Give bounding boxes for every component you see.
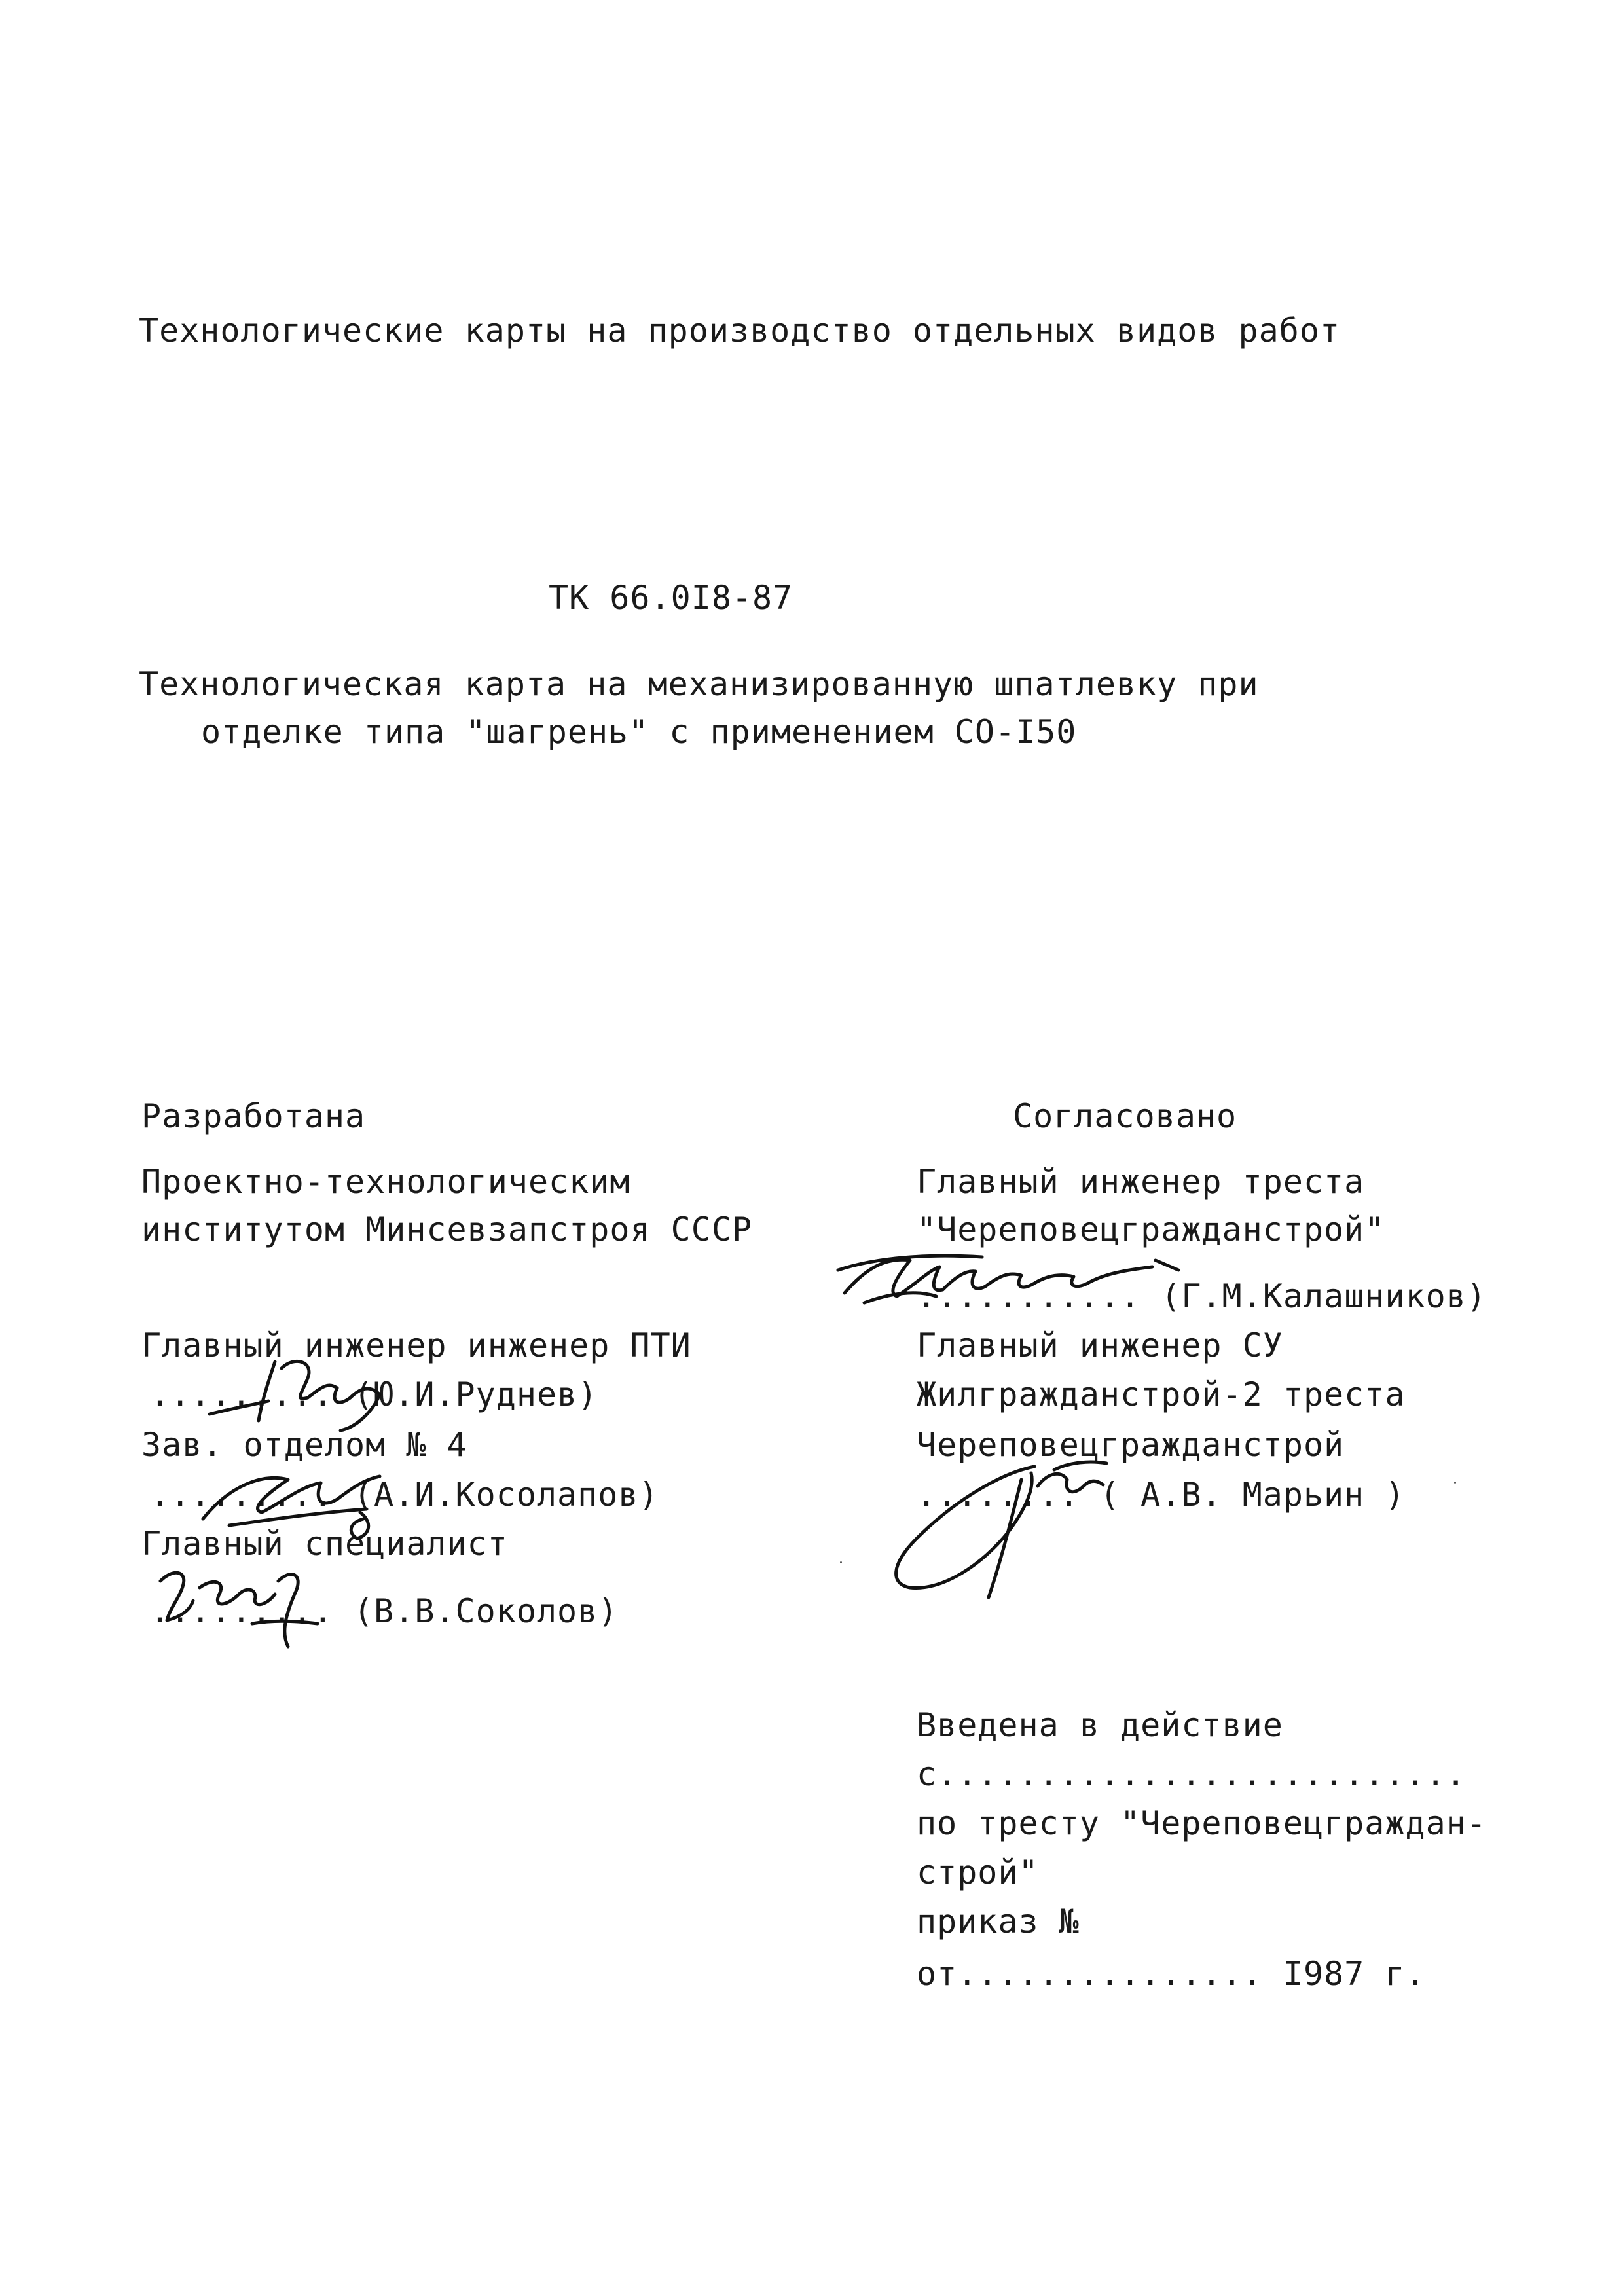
collection-title: Технологические карты на производство отдельных видов работ [139, 312, 1341, 350]
enacted-line-4: строй" [917, 1853, 1039, 1891]
specialist-sign-line: ......... (В.В.Соколов) [150, 1592, 619, 1630]
developed-heading: Разработана [141, 1097, 366, 1135]
enacted-line-1: Введена в действие [917, 1706, 1283, 1744]
dept-head-sign-line: ......... (А.И.Косолапов) [150, 1476, 659, 1514]
su-name-line-2: Череповецгражданстрой [917, 1426, 1345, 1464]
su-engineer-title: Главный инженер СУ [917, 1326, 1283, 1364]
enacted-line-5: приказ № [917, 1903, 1080, 1941]
chief-engineer-sign-line: ......... (Ю.И.Руднев) [150, 1376, 598, 1413]
dept-head-title: Зав. отделом № 4 [141, 1426, 467, 1464]
developer-org-line-2: институтом Минсевзапстроя СССР [141, 1211, 753, 1248]
developer-org-line-1: Проектно-технологическим [141, 1163, 630, 1201]
specialist-title: Главный специалист [141, 1525, 508, 1563]
document-title-line-1: Технологическая карта на механизированную шпатлевку при [139, 665, 1259, 703]
enacted-line-3: по тресту "Череповецграждан- [917, 1804, 1487, 1842]
su-engineer-sign-line: ........ ( А.В. Марьин ) [917, 1476, 1406, 1514]
trust-name: "Череповецгражданстрой" [917, 1211, 1385, 1248]
chief-engineer-title: Главный инженер инженер ПТИ [141, 1326, 691, 1364]
scan-speck [840, 1561, 842, 1563]
trust-engineer-sign-line: ........... (Г.М.Калашников) [917, 1277, 1487, 1315]
enacted-line-2: с.......................... [917, 1755, 1467, 1793]
document-code: ТК 66.0I8-87 [549, 579, 793, 617]
su-name-line-1: Жилгражданстрой-2 треста [917, 1376, 1406, 1413]
enacted-line-6: от............... I987 г. [917, 1955, 1426, 1993]
agreed-heading: Согласовано [1013, 1097, 1237, 1135]
trust-engineer-title: Главный инженер треста [917, 1163, 1365, 1201]
document-title-line-2: отделке типа "шагрень" с применением СО-I50 [201, 713, 1077, 751]
scan-speck [1454, 1482, 1456, 1484]
